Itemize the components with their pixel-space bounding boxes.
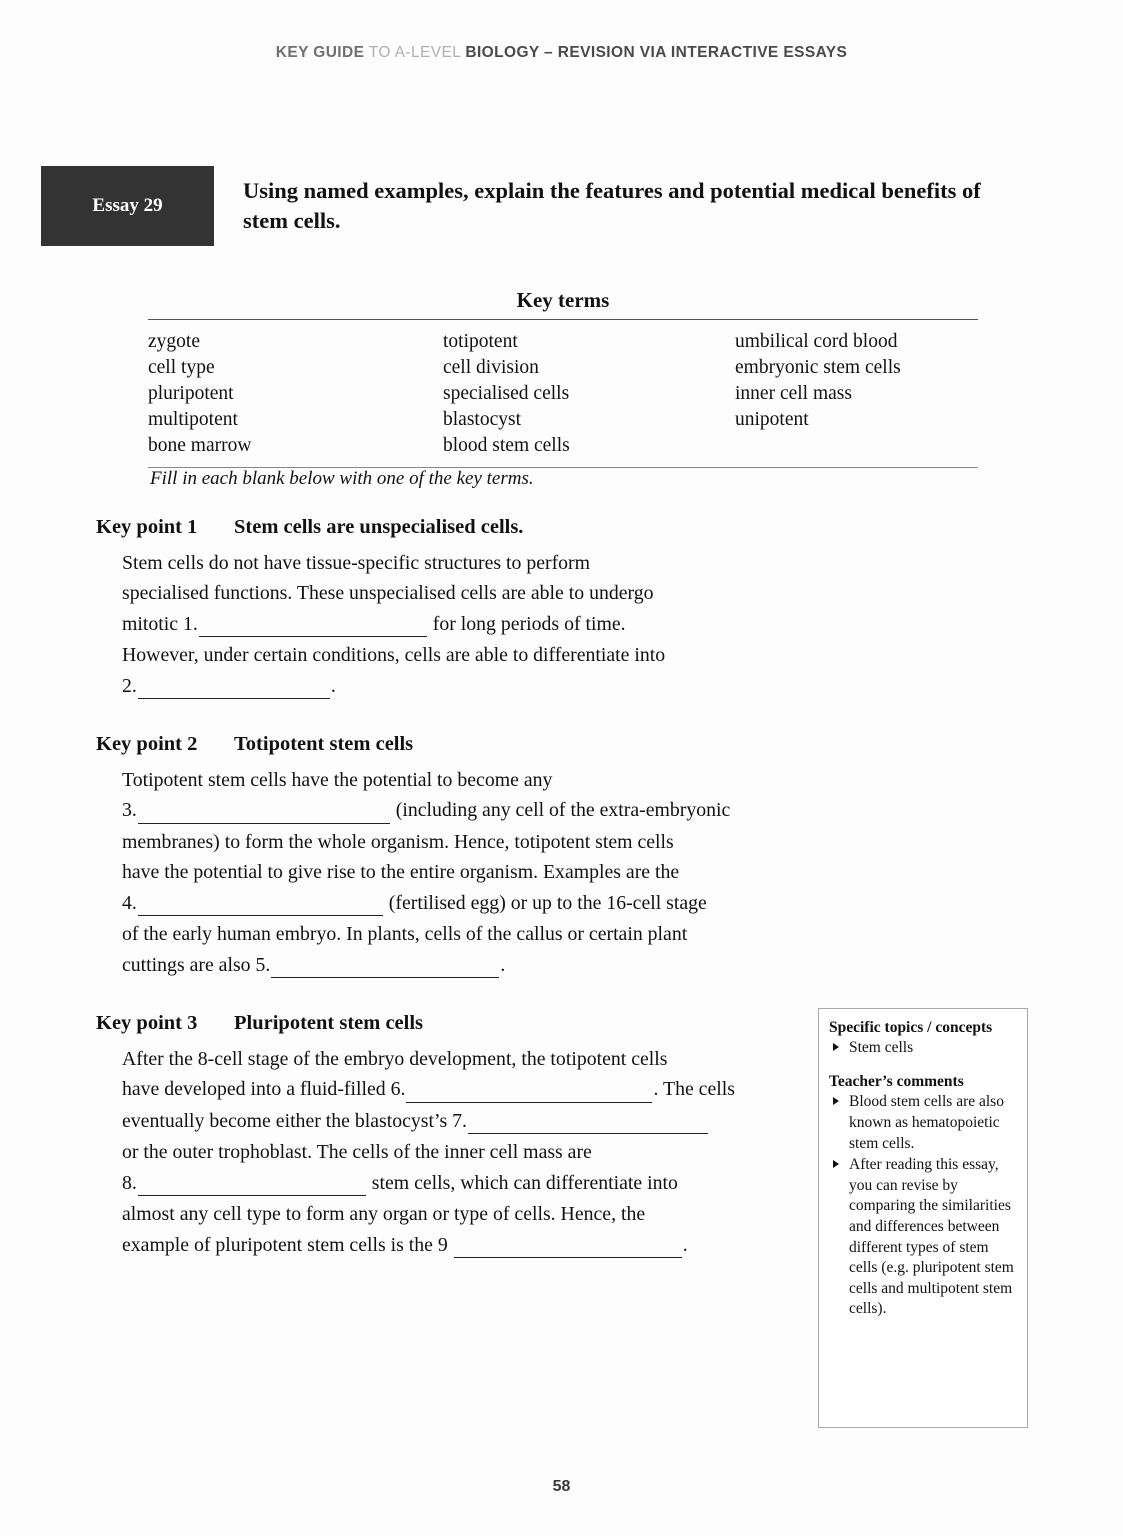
header-to-a-level: TO A-LEVEL [364,44,466,61]
fill-in-instruction: Fill in each blank below with one of the key terms. [150,468,534,489]
key-point-text-line: membranes) to form the whole organism. Hence, totipotent stem cells [122,830,674,853]
answer-blank[interactable] [138,1165,366,1196]
key-point-label: Key point 3 [96,1012,198,1034]
key-terms-table [148,288,978,468]
triangle-bullet-icon [833,1043,839,1051]
specific-topics-list [829,1038,1017,1059]
key-point-title: Pluripotent stem cells [234,1012,424,1034]
key-term: bone marrow [148,434,252,456]
key-point-text-line: almost any cell type to form any organ or type of cells. Hence, the [122,1203,646,1226]
key-term: blastocyst [443,408,521,430]
key-point-heading [96,733,796,756]
key-point-text-line: 4. (fertilised egg) or up to the 16-cell stage [122,888,796,919]
answer-blank[interactable] [199,606,427,637]
key-point-text-line: 2. . [122,671,796,702]
key-point-text-line: 8. stem cells, which can differentiate into [122,1168,796,1199]
key-point-text-line: However, under certain conditions, cells are able to differentiate into [122,644,666,667]
essay-number-banner: Essay 29 [41,166,214,246]
answer-blank[interactable] [468,1103,708,1134]
key-point-text-line: Stem cells do not have tissue-specific structures to perform [122,552,591,574]
answer-blank[interactable] [138,668,330,699]
answer-blank[interactable] [271,947,499,978]
teachers-comments-heading: Teacher’s comments [829,1072,964,1090]
key-point-section-3 [96,1012,796,1261]
key-point-heading [96,1012,796,1035]
specific-topic-item-text: Stem cells [849,1039,914,1057]
key-terms-column [443,329,735,459]
key-point-body [122,765,796,981]
key-point-text-line: After the 8-cell stage of the embryo development, the totipotent cells [122,1048,668,1070]
key-term: specialised cells [443,382,570,404]
key-term: blood stem cells [443,434,570,456]
key-term: pluripotent [148,382,234,404]
key-point-text-line: Totipotent stem cells have the potential to become any [122,769,553,791]
key-point-section-2 [96,733,796,981]
key-term: multipotent [148,408,238,430]
essay-prompt-text: Using named examples, explain the features and potential medical benefits of stem cells. [243,178,981,233]
key-point-text-line: of the early human embryo. In plants, cells of the callus or certain plant [122,923,688,946]
teacher-comment-item [829,1155,1017,1320]
page-running-header [0,44,1123,62]
key-term: umbilical cord blood [735,331,898,352]
key-point-title: Totipotent stem cells [234,733,414,755]
teacher-comment-item [829,1092,1017,1154]
teacher-notes-box [818,1008,1028,1428]
specific-topics-heading: Specific topics / concepts [829,1019,993,1036]
header-key-guide: KEY GUIDE [275,44,365,61]
triangle-bullet-icon [833,1160,839,1168]
key-point-heading [96,516,796,539]
key-term: cell division [443,356,539,378]
key-point-text-line: example of pluripotent stem cells is the 9 . [122,1230,796,1261]
key-point-text-line: or the outer trophoblast. The cells of the inner cell mass are [122,1141,592,1164]
key-point-text-line: 3. (including any cell of the extra-embryonic [122,795,796,826]
key-term: inner cell mass [735,382,852,404]
answer-blank[interactable] [138,792,390,823]
key-point-title: Stem cells are unspecialised cells. [234,516,524,538]
page-number: 58 [552,1478,571,1495]
header-subject-title: BIOLOGY – REVISION VIA INTERACTIVE ESSAYS [465,44,848,61]
key-point-body [122,1044,796,1261]
key-terms-column [735,329,978,459]
key-terms-title: Key terms [516,288,610,312]
key-terms-grid [148,320,978,465]
teacher-comment-item-text: After reading this essay, you can revise by comparing the similarities and differences between different types of stem cells (e.g. pluripotent stem cells and multipotent stem cells). [849,1156,1014,1318]
key-point-label: Key point 1 [96,516,198,538]
triangle-bullet-icon [833,1097,839,1105]
key-point-section-1 [96,516,796,702]
key-term [735,433,978,459]
key-point-text-line: cuttings are also 5. . [122,950,796,981]
key-term: totipotent [443,331,518,352]
specific-topic-item [829,1038,1017,1059]
answer-blank[interactable] [406,1071,652,1102]
key-point-text-line: specialised functions. These unspecialised cells are able to undergo [122,582,654,605]
key-point-text-line: have developed into a fluid-filled 6. . The cells [122,1074,796,1105]
key-point-text-line: have the potential to give rise to the entire organism. Examples are the [122,861,680,884]
key-terms-column [148,329,443,459]
key-term: unipotent [735,408,809,430]
key-term: embryonic stem cells [735,356,901,378]
answer-blank[interactable] [138,885,383,916]
answer-blank[interactable] [454,1227,682,1258]
key-point-label: Key point 2 [96,733,198,755]
teachers-comments-list [829,1092,1017,1320]
teacher-comment-item-text: Blood stem cells are also known as hematopoietic stem cells. [849,1093,1004,1152]
key-point-text-line: mitotic 1. for long periods of time. [122,609,796,640]
key-point-text-line: eventually become either the blastocyst’s 7. [122,1106,796,1137]
key-term: cell type [148,356,215,378]
key-point-body [122,548,796,702]
key-term: zygote [148,331,200,352]
